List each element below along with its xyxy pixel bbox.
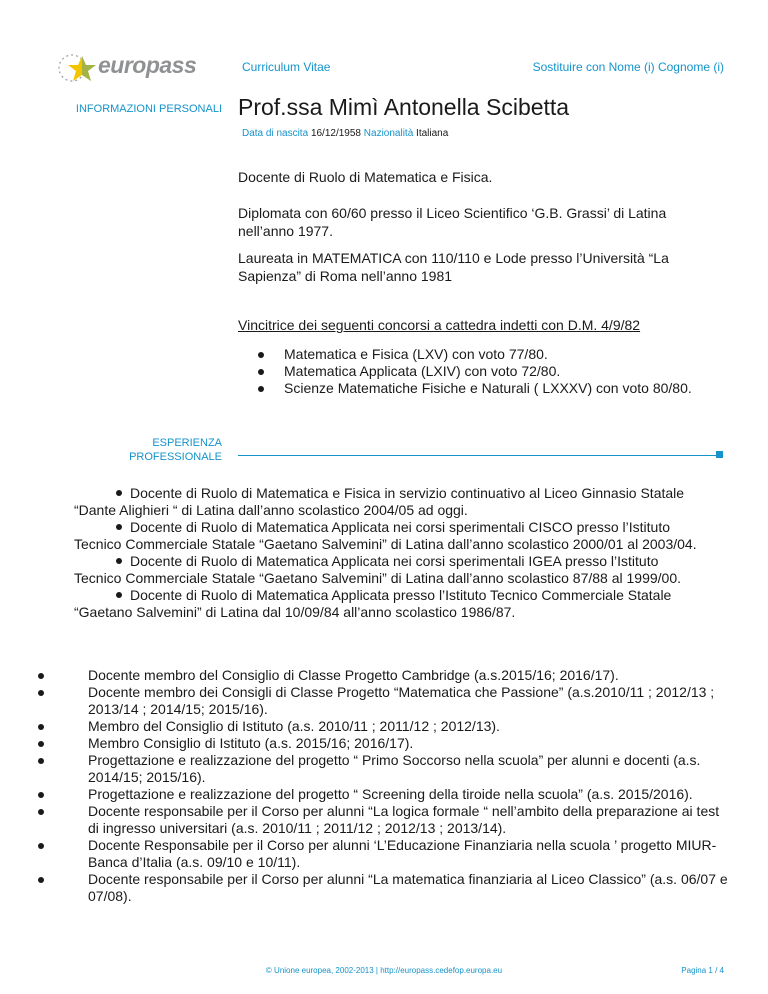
- competitions-list: [256, 346, 726, 397]
- list-item: Docente responsabile per il Corso per alunni “La matematica finanziaria al Liceo Classico” (a.s. 06/07 e 07/08).: [38, 871, 728, 905]
- nationality-value: Italiana: [416, 128, 449, 139]
- roles-list: [74, 485, 734, 621]
- bullet-icon: [116, 558, 122, 564]
- list-item: Matematica e Fisica (LXV) con voto 77/80.: [256, 346, 726, 363]
- experience-label-line1: ESPERIENZA: [152, 437, 222, 449]
- page-number: Pagina 1 / 4: [681, 966, 724, 975]
- experience-label: [100, 436, 222, 464]
- diploma-text: Diplomata con 60/60 presso il Liceo Scientifico ‘G.B. Grassi’ di Latina nell’anno 1977.: [238, 205, 667, 239]
- list-item: Docente membro dei Consigli di Classe Progetto “Matematica che Passione” (a.s.2010/11 ; 2012/13 ; 2013/14 ; 2014/15; 2015/16).: [38, 684, 728, 718]
- role-item: [74, 553, 734, 587]
- header-title: Curriculum Vitae: [242, 60, 331, 74]
- list-item: Progettazione e realizzazione del progetto “ Screening della tiroide nella scuola” (a.s. 2015/2016).: [38, 786, 728, 803]
- current-role: Docente di Ruolo di Matematica e Fisica.: [238, 169, 493, 185]
- role-text: Docente di Ruolo di Matematica e Fisica in servizio continuativo al Liceo Ginnasio Statale: [130, 485, 685, 501]
- personal-info-label: INFORMAZIONI PERSONALI: [75, 103, 222, 115]
- list-item: Membro del Consiglio di Istituto (a.s. 2010/11 ; 2011/12 ; 2012/13).: [38, 718, 728, 735]
- bullet-icon: [116, 524, 122, 530]
- role-text-cont: Tecnico Commerciale Statale “Gaetano Salvemini” di Latina dall’anno scolastico 87/88 al 1999/00.: [74, 570, 682, 586]
- role-item: [74, 485, 734, 519]
- birth-info: [242, 128, 448, 139]
- degree-text: Laureata in MATEMATICA con 110/110 e Lode presso l’Università “La Sapienza” di Roma nell’anno 1981: [238, 250, 669, 284]
- role-text-cont: “Dante Alighieri “ di Latina dall’anno scolastico 2004/05 ad oggi.: [74, 502, 468, 518]
- role-text-cont: Tecnico Commerciale Statale “Gaetano Salvemini” di Latina dall’anno scolastico 2000/01 al 2003/04.: [74, 536, 697, 552]
- birth-value: 16/12/1958: [310, 128, 361, 139]
- role-text: Docente di Ruolo di Matematica Applicata presso l’Istituto Tecnico Commerciale Statale: [130, 587, 672, 603]
- list-item: Scienze Matematiche Fisiche e Naturali ( LXXXV) con voto 80/80.: [256, 380, 726, 397]
- list-item: Matematica Applicata (LXIV) con voto 72/80.: [256, 363, 726, 380]
- role-text: Docente di Ruolo di Matematica Applicata nei corsi sperimentali CISCO presso l’Istituto: [130, 519, 671, 535]
- nationality-label: Nazionalità: [363, 128, 414, 139]
- list-item: Membro Consiglio di Istituto (a.s. 2015/16; 2016/17).: [38, 735, 728, 752]
- role-text-cont: “Gaetano Salvemini” di Latina dal 10/09/84 all’anno scolastico 1986/87.: [74, 604, 516, 620]
- footer-copyright: © Unione europea, 2002-2013 | http://europass.cedefop.europa.eu: [265, 966, 503, 975]
- list-item: Progettazione e realizzazione del progetto “ Primo Soccorso nella scuola” per alunni e docenti (a.s. 2014/15; 2015/16).: [38, 752, 728, 786]
- header-name-placeholder: Sostituire con Nome (i) Cognome (i): [532, 60, 724, 74]
- divider-end-marker: [716, 451, 723, 458]
- full-name: Prof.ssa Mimì Antonella Scibetta: [238, 94, 570, 120]
- stars-logo-icon: [52, 48, 102, 88]
- list-item: Docente membro del Consiglio di Classe Progetto Cambridge (a.s.2015/16; 2016/17).: [38, 667, 728, 684]
- competitions-title: Vincitrice dei seguenti concorsi a cattedra indetti con D.M. 4/9/82: [238, 317, 641, 333]
- birth-label: Data di nascita: [242, 128, 309, 139]
- bullet-icon: [116, 592, 122, 598]
- bullet-icon: [116, 490, 122, 496]
- europass-wordmark: europass: [98, 52, 197, 78]
- list-item: Docente responsabile per il Corso per alunni “La logica formale “ nell’ambito della preparazione ai test di ingresso universitari (a.s. 2010/11 ; 2011/12 ; 2012/13 ; 2013/14).: [38, 803, 728, 837]
- list-item: Docente Responsabile per il Corso per alunni ‘L’Educazione Finanziaria nella scuola ’ progetto MIUR-Banca d’Italia (a.s. 09/10 e 10/11).: [38, 837, 728, 871]
- role-text: Docente di Ruolo di Matematica Applicata nei corsi sperimentali IGEA presso l’Istituto: [130, 553, 659, 569]
- section-divider: [238, 455, 716, 456]
- europass-logo: [52, 48, 222, 88]
- experience-label-line2: PROFESSIONALE: [129, 451, 222, 463]
- activities-list: [38, 667, 728, 905]
- role-item: [74, 519, 734, 553]
- role-item: [74, 587, 734, 621]
